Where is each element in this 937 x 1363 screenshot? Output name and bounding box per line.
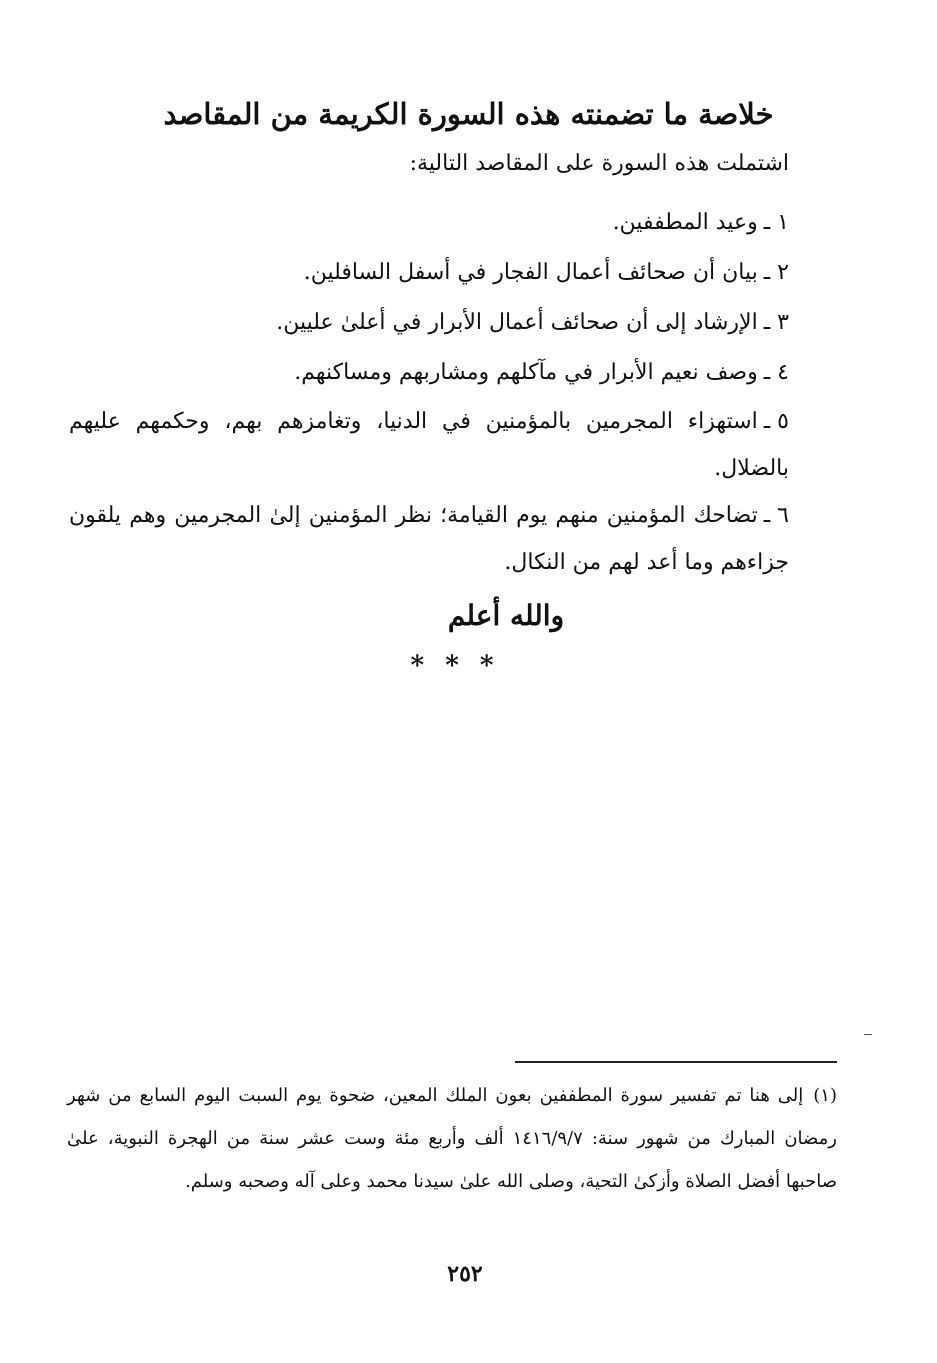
footnote-divider [515,1061,837,1063]
list-item-number: ٣ ـ [763,310,789,335]
footnote [67,1074,837,1203]
closing-phrase: والله أعلم [447,599,565,632]
list-item [69,398,789,492]
list-item-text: بيان أن صحائف أعمال الفجار في أسفل السافلين. [303,260,758,285]
margin-mark [864,1034,872,1035]
list-item-text: تضاحك المؤمنين منهم يوم القيامة؛ نظر المؤمنين إلىٰ المجرمين وهم يلقون جزاءهم وما أعد لهم من النكال. [69,503,789,575]
list-item [69,348,789,398]
list-item [69,492,789,586]
list-item-text: الإرشاد إلى أن صحائف أعمال الأبرار في أعلىٰ عليين. [276,310,758,335]
list-item-text: وصف نعيم الأبرار في مآكلهم ومشاربهم ومساكنهم. [294,360,758,385]
list-item [69,248,789,298]
footnote-text: إلى هنا تم تفسير سورة المطففين بعون الملك المعين، ضحوة يوم السبت اليوم السابع من شهر رمضان المبارك من شهور سنة: ١٤١٦/٩/٧ ألف وأربع مئة وست عشر سنة من الهجرة النبوية، علىٰ صاحبها أفضل الصلاة وأزكىٰ التحية، وصلى الله علىٰ سيدنا محمد وعلى آله وصحبه وسلم. [67,1085,837,1192]
page-number: ٢٥٢ [447,1261,483,1287]
list-item-number: ١ ـ [763,210,789,235]
section-separator: * * * [410,651,500,681]
list-item-number: ٤ ـ [763,360,789,385]
intro-paragraph: اشتملت هذه السورة على المقاصد التالية: [409,151,789,176]
list-item-text: وعيد المطففين. [612,210,758,235]
footnote-marker: (١) [813,1085,837,1106]
objectives-list [69,198,789,586]
page-title: خلاصة ما تضمنته هذه السورة الكريمة من المقاصد [163,97,774,131]
list-item [69,198,789,248]
list-item-number: ٢ ـ [763,260,789,285]
list-item-number: ٥ ـ [763,409,789,434]
list-item [69,298,789,348]
list-item-number: ٦ ـ [763,503,789,528]
list-item-text: استهزاء المجرمين بالمؤمنين في الدنيا، وتغامزهم بهم، وحكمهم عليهم بالضلال. [69,409,789,481]
